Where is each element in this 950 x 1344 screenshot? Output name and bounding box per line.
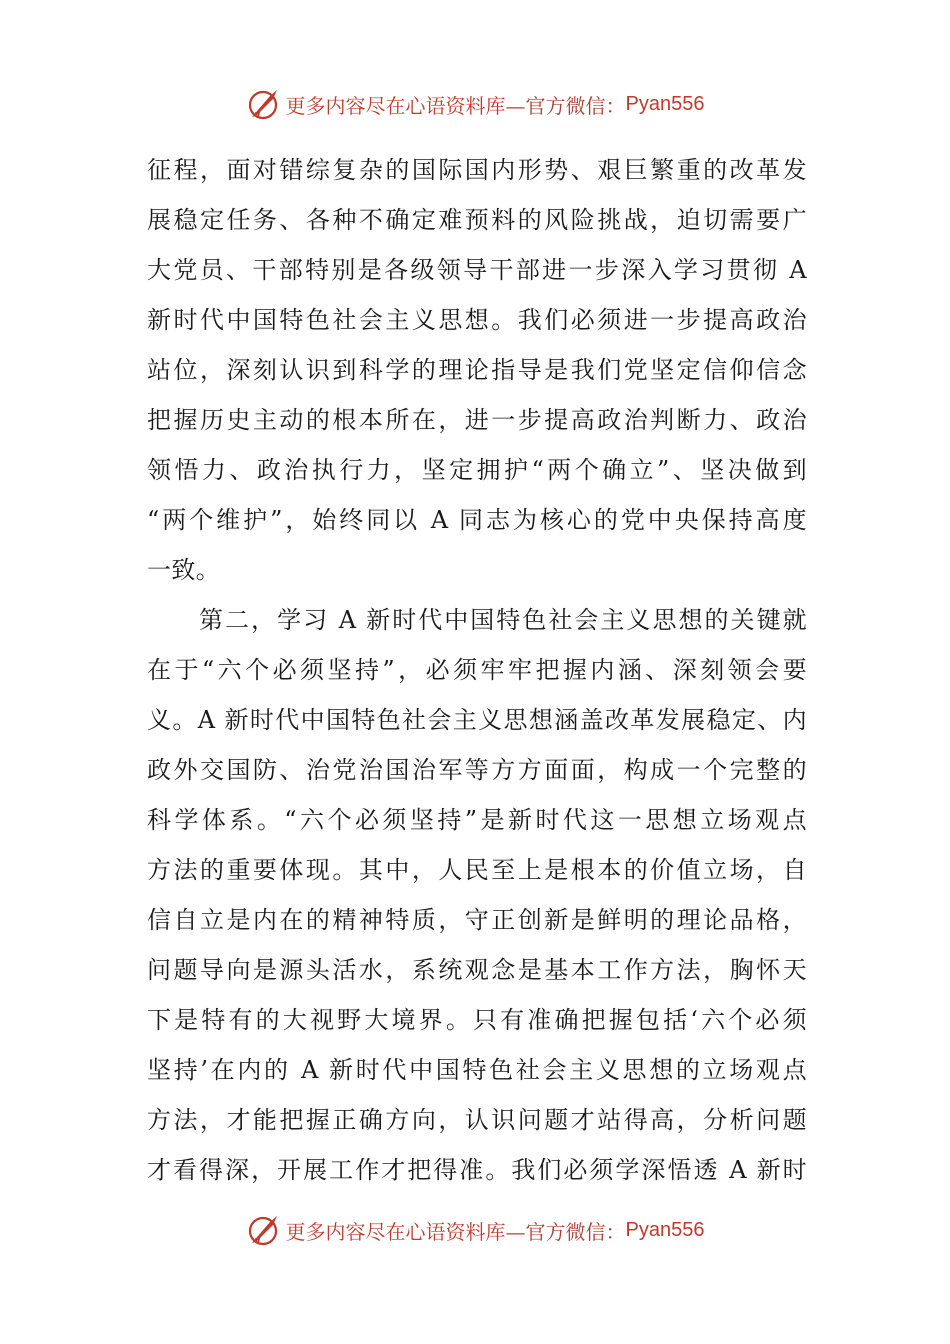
document-body	[147, 145, 807, 1195]
body-line: 才看得深，开展工作才把得准。我们必须学深悟透 A 新时	[147, 1156, 807, 1184]
body-line: 信自立是内在的精神特质，守正创新是鲜明的理论品格，	[147, 906, 807, 934]
body-line: 一致。	[147, 556, 221, 584]
header-watermark	[0, 82, 950, 126]
body-line: 科学体系。“六个必须坚持”是新时代这一思想立场观点	[147, 806, 807, 834]
watermark-wechat-id: Pyan556	[625, 1218, 705, 1241]
body-line: 新时代中国特色社会主义思想。我们必须进一步提高政治	[147, 306, 807, 334]
watermark-main-text: 更多内容尽在心语资料库—	[285, 1219, 526, 1244]
body-line: 大党员、干部特别是各级领导干部进一步深入学习贯彻 A	[147, 256, 807, 284]
quill-logo-icon	[246, 86, 282, 122]
body-line: 领悟力、政治执行力，坚定拥护“两个确立”、坚决做到	[147, 456, 807, 484]
body-line: 征程，面对错综复杂的国际国内形势、艰巨繁重的改革发	[147, 156, 807, 184]
watermark-wechat-label: 官方微信：	[525, 93, 626, 118]
body-line: 展稳定任务、各种不确定难预料的风险挑战，迫切需要广	[147, 206, 807, 234]
body-line: 方法的重要体现。其中，人民至上是根本的价值立场，自	[147, 856, 807, 884]
body-line: “两个维护”，始终同以 A 同志为核心的党中央保持高度	[147, 506, 807, 534]
watermark-main-text: 更多内容尽在心语资料库—	[285, 93, 526, 118]
body-line: 在于“六个必须坚持”，必须牢牢把握内涵、深刻领会要	[147, 656, 807, 684]
quill-logo-icon	[246, 1212, 282, 1248]
footer-watermark	[0, 1208, 950, 1252]
body-line: 方法，才能把握正确方向，认识问题才站得高，分析问题	[147, 1106, 807, 1134]
body-line: 政外交国防、治党治国治军等方方面面，构成一个完整的	[147, 756, 807, 784]
body-line: 下是特有的大视野大境界。只有准确把握包括‘六个必须	[147, 1006, 807, 1034]
body-line: 站位，深刻认识到科学的理论指导是我们党坚定信仰信念	[147, 356, 807, 384]
body-line: 坚持’在内的 A 新时代中国特色社会主义思想的立场观点	[147, 1056, 807, 1084]
body-line: 义。A 新时代中国特色社会主义思想涵盖改革发展稳定、内	[147, 706, 807, 734]
watermark-wechat-id: Pyan556	[625, 92, 705, 115]
body-line: 问题导向是源头活水，系统观念是基本工作方法，胸怀天	[147, 956, 807, 984]
paragraph-start-line: 第二，学习 A 新时代中国特色社会主义思想的关键就	[199, 606, 807, 634]
watermark-wechat-label: 官方微信：	[525, 1219, 626, 1244]
body-line: 把握历史主动的根本所在，进一步提高政治判断力、政治	[147, 406, 807, 434]
